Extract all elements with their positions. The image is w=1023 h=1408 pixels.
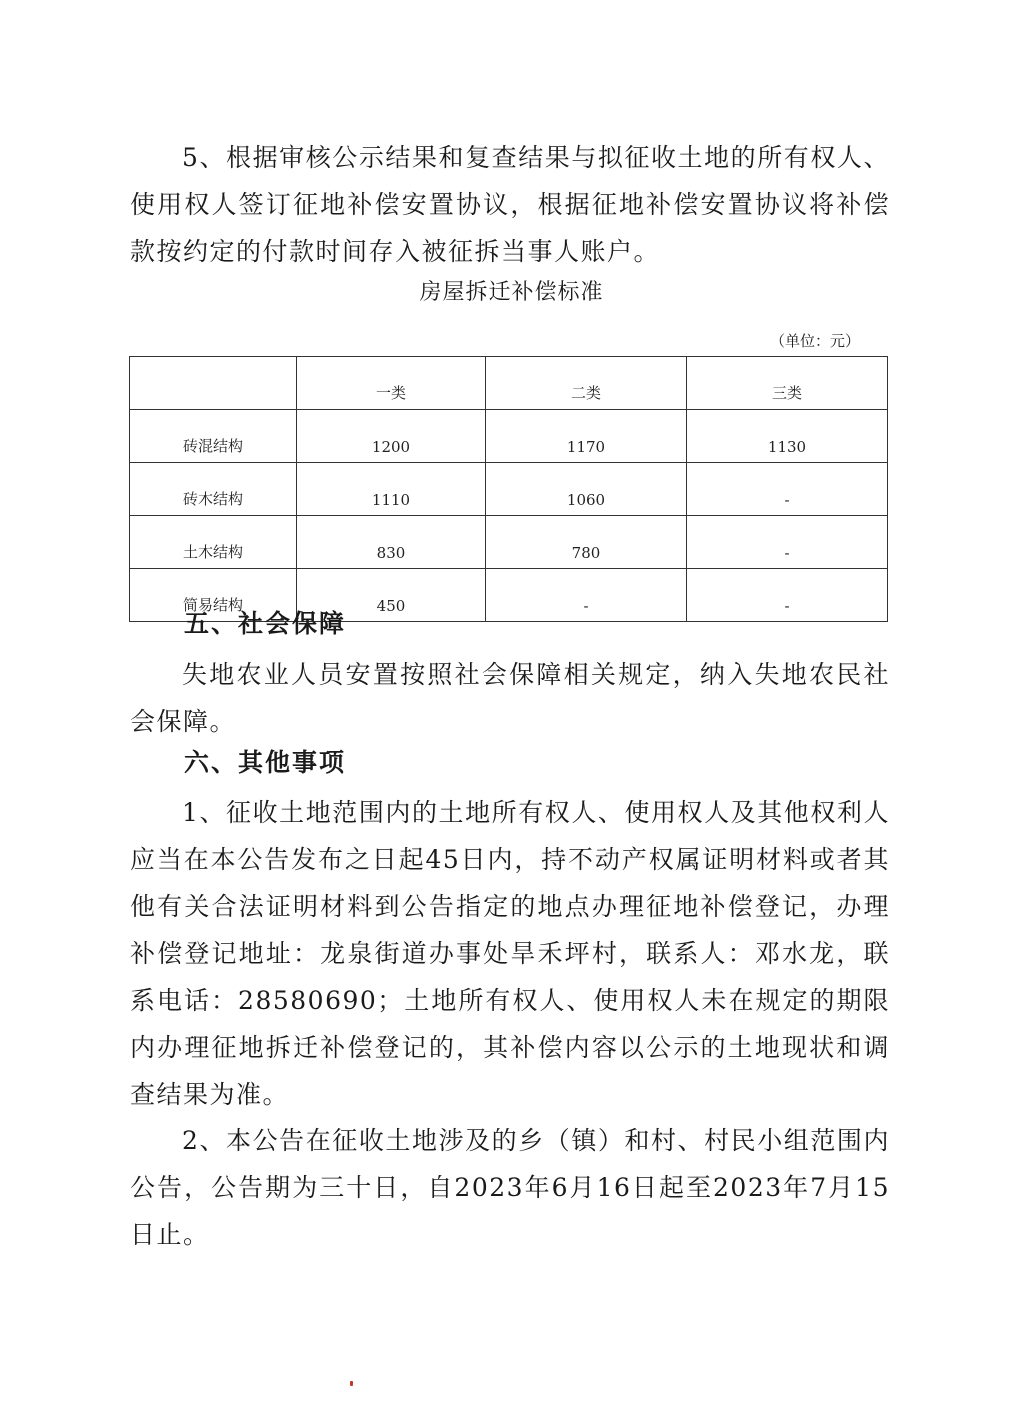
section-6-item-2: 2、本公告在征收土地涉及的乡（镇）和村、村民小组范围内公告，公告期为三十日，自2023年6月16日起至2023年7月15日止。 <box>130 1126 890 1249</box>
table-cell: 830 <box>297 516 486 569</box>
table-header-cell: 二类 <box>486 357 687 410</box>
table-row-label: 简易结构 <box>130 569 297 622</box>
section-5-text: 失地农业人员安置按照社会保障相关规定，纳入失地农民社会保障。 <box>130 660 890 736</box>
table-row <box>130 463 888 516</box>
table-cell: - <box>687 463 888 516</box>
table-cell: 1200 <box>297 410 486 463</box>
table-header-cell <box>130 357 297 410</box>
section-6-item-1: 1、征收土地范围内的土地所有权人、使用权人及其他权利人应当在本公告发布之日起45日内，持不动产权属证明材料或者其他有关合法证明材料到公告指定的地点办理征地补偿登记，办理补偿登记地址：龙泉街道办事处旱禾坪村，联系人：邓水龙，联系电话：28580690；土地所有权人、使用权人未在规定的期限内办理征地拆迁补偿登记的，其补偿内容以公示的土地现状和调查结果为准。 <box>130 798 890 1109</box>
paragraph-5: 5、根据审核公示结果和复查结果与拟征收土地的所有权人、使用权人签订征地补偿安置协议，根据征地补偿安置协议将补偿款按约定的付款时间存入被征拆当事人账户。 <box>130 143 890 266</box>
table-row <box>130 516 888 569</box>
scan-mark <box>350 1381 353 1386</box>
table-row-label: 土木结构 <box>130 516 297 569</box>
table-header-cell: 三类 <box>687 357 888 410</box>
table-cell: 1130 <box>687 410 888 463</box>
table-row <box>130 410 888 463</box>
table-cell: - <box>486 569 687 622</box>
section-5-heading: 五、社会保障 <box>184 609 347 638</box>
table-cell: - <box>687 569 888 622</box>
table-unit: （单位：元） <box>769 332 860 350</box>
table-header-cell: 一类 <box>297 357 486 410</box>
table-cell: 1170 <box>486 410 687 463</box>
compensation-table <box>129 356 888 622</box>
table-cell: 450 <box>297 569 486 622</box>
table-cell: 1060 <box>486 463 687 516</box>
table-cell: 1110 <box>297 463 486 516</box>
table-row-label: 砖木结构 <box>130 463 297 516</box>
table-cell: - <box>687 516 888 569</box>
table-header-row <box>130 357 888 410</box>
table-row-label: 砖混结构 <box>130 410 297 463</box>
table-title: 房屋拆迁补偿标准 <box>419 280 604 305</box>
section-6-heading: 六、其他事项 <box>184 748 347 777</box>
table-cell: 780 <box>486 516 687 569</box>
